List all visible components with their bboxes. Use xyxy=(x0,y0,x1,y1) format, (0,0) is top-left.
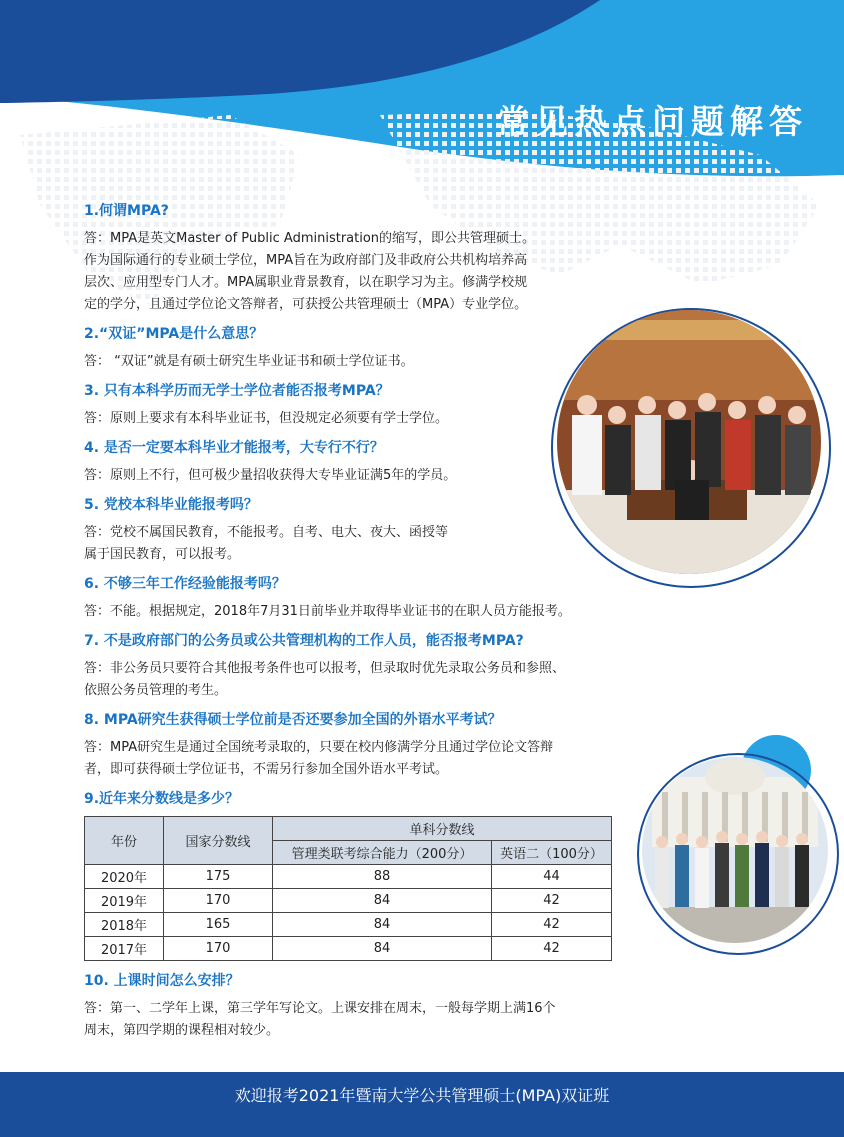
answer-1-line-2: 作为国际通行的专业硕士学位，MPA旨在为政府部门及非政府公共机构培养高 xyxy=(84,253,528,268)
answer-3-line-1: 答：原则上要求有本科毕业证书，但没规定必须要有学士学位。 xyxy=(84,411,449,426)
faq-item-9 xyxy=(84,789,624,961)
faq-item-5 xyxy=(84,495,624,566)
faq-content xyxy=(84,201,624,1050)
table-row xyxy=(85,913,612,937)
cell-english: 42 xyxy=(492,937,612,961)
answer-6-line-1: 答：不能。根据规定，2018年7月31日前毕业并取得毕业证书的在职人员方能报考。 xyxy=(84,604,571,619)
answer-1-line-4: 定的学分，且通过学位论文答辩者，可获授公共管理硕士（MPA）专业学位。 xyxy=(84,297,528,312)
cell-national: 170 xyxy=(164,937,273,961)
answer-7-line-2: 依照公务员管理的考生。 xyxy=(84,683,228,698)
cell-year: 2018年 xyxy=(85,913,164,937)
cell-year: 2020年 xyxy=(85,865,164,889)
faq-item-10 xyxy=(84,971,624,1042)
answer-2-line-1: 答： “双证”就是有硕士研究生毕业证书和硕士学位证书。 xyxy=(84,354,414,369)
question-5: 5. 党校本科毕业能报考吗？ xyxy=(84,497,258,513)
answer-8-line-2: 者，即可获得硕士学位证书，不需另行参加全国外语水平考试。 xyxy=(84,762,449,777)
header-single: 单科分数线 xyxy=(273,817,612,841)
question-1: 1.何谓MPA? xyxy=(84,203,169,219)
table-row xyxy=(85,865,612,889)
footer-banner xyxy=(0,1072,844,1137)
page-title: 常见热点问题解答 xyxy=(496,102,808,141)
cell-comprehensive: 84 xyxy=(273,913,492,937)
cell-comprehensive: 88 xyxy=(273,865,492,889)
answer-4-line-1: 答：原则上不行，但可极少量招收获得大专毕业证满5年的学员。 xyxy=(84,468,457,483)
question-8: 8. MPA研究生获得硕士学位前是否还要参加全国的外语水平考试？ xyxy=(84,712,502,728)
cell-comprehensive: 84 xyxy=(273,889,492,913)
cell-comprehensive: 84 xyxy=(273,937,492,961)
answer-6 xyxy=(84,601,624,623)
answer-7-line-1: 答：非公务员只要符合其他报考条件也可以报考，但录取时优先录取公务员和参照、 xyxy=(84,661,566,676)
table-row xyxy=(85,889,612,913)
header-comprehensive: 管理类联考综合能力（200分） xyxy=(273,841,492,865)
question-6: 6. 不够三年工作经验能报考吗？ xyxy=(84,576,286,592)
cell-year: 2017年 xyxy=(85,937,164,961)
answer-1-line-3: 层次、应用型专门人才。MPA属职业背景教育，以在职学习为主。修满学校规 xyxy=(84,275,528,290)
faq-item-2 xyxy=(84,324,624,373)
footer-text: 欢迎报考2021年暨南大学公共管理硕士(MPA)双证班 xyxy=(234,1086,610,1105)
cell-year: 2019年 xyxy=(85,889,164,913)
faq-item-4 xyxy=(84,438,624,487)
cell-national: 175 xyxy=(164,865,273,889)
cell-english: 44 xyxy=(492,865,612,889)
faq-item-1 xyxy=(84,201,624,316)
cell-national: 170 xyxy=(164,889,273,913)
question-7: 7. 不是政府部门的公务员或公共管理机构的工作人员，能否报考MPA? xyxy=(84,633,524,649)
question-3: 3. 只有本科学历而无学士学位者能否报考MPA？ xyxy=(84,383,390,399)
cell-national: 165 xyxy=(164,913,273,937)
answer-10-line-2: 周末，第四学期的课程相对较少。 xyxy=(84,1023,280,1038)
group-photo-capitol xyxy=(642,757,828,943)
answer-1 xyxy=(84,228,624,316)
answer-1-line-1: 答：MPA是英文Master of Public Administration的缩写，即公共管理硕士。 xyxy=(84,231,536,246)
cell-english: 42 xyxy=(492,889,612,913)
answer-10 xyxy=(84,998,624,1042)
cell-english: 42 xyxy=(492,913,612,937)
question-2: 2.“双证”MPA是什么意思？ xyxy=(84,326,264,342)
header-year: 年份 xyxy=(85,817,164,865)
question-10: 10. 上课时间怎么安排？ xyxy=(84,973,240,989)
header-english: 英语二（100分） xyxy=(492,841,612,865)
answer-8 xyxy=(84,737,624,781)
answer-10-line-1: 答：第一、二学年上课，第三学年写论文。上课安排在周末，一般每学期上满16个 xyxy=(84,1001,556,1016)
table-header-row xyxy=(85,817,612,841)
answer-8-line-1: 答：MPA研究生是通过全国统考录取的，只要在校内修满学分且通过学位论文答辩 xyxy=(84,740,554,755)
answer-4 xyxy=(84,465,624,487)
faq-item-8 xyxy=(84,710,624,781)
answer-5-line-2: 属于国民教育，可以报考。 xyxy=(84,547,241,562)
faq-item-7 xyxy=(84,631,624,702)
answer-2 xyxy=(84,351,624,373)
table-row xyxy=(85,937,612,961)
score-line-table xyxy=(84,816,612,961)
question-4: 4. 是否一定要本科毕业才能报考，大专行不行？ xyxy=(84,440,384,456)
answer-5 xyxy=(84,522,624,566)
answer-5-line-1: 答：党校不属国民教育，不能报考。自考、电大、夜大、函授等 xyxy=(84,525,449,540)
answer-7 xyxy=(84,658,624,702)
header-national: 国家分数线 xyxy=(164,817,273,865)
faq-item-6 xyxy=(84,574,624,623)
answer-3 xyxy=(84,408,624,430)
question-9: 9.近年来分数线是多少？ xyxy=(84,791,240,807)
faq-item-3 xyxy=(84,381,624,430)
